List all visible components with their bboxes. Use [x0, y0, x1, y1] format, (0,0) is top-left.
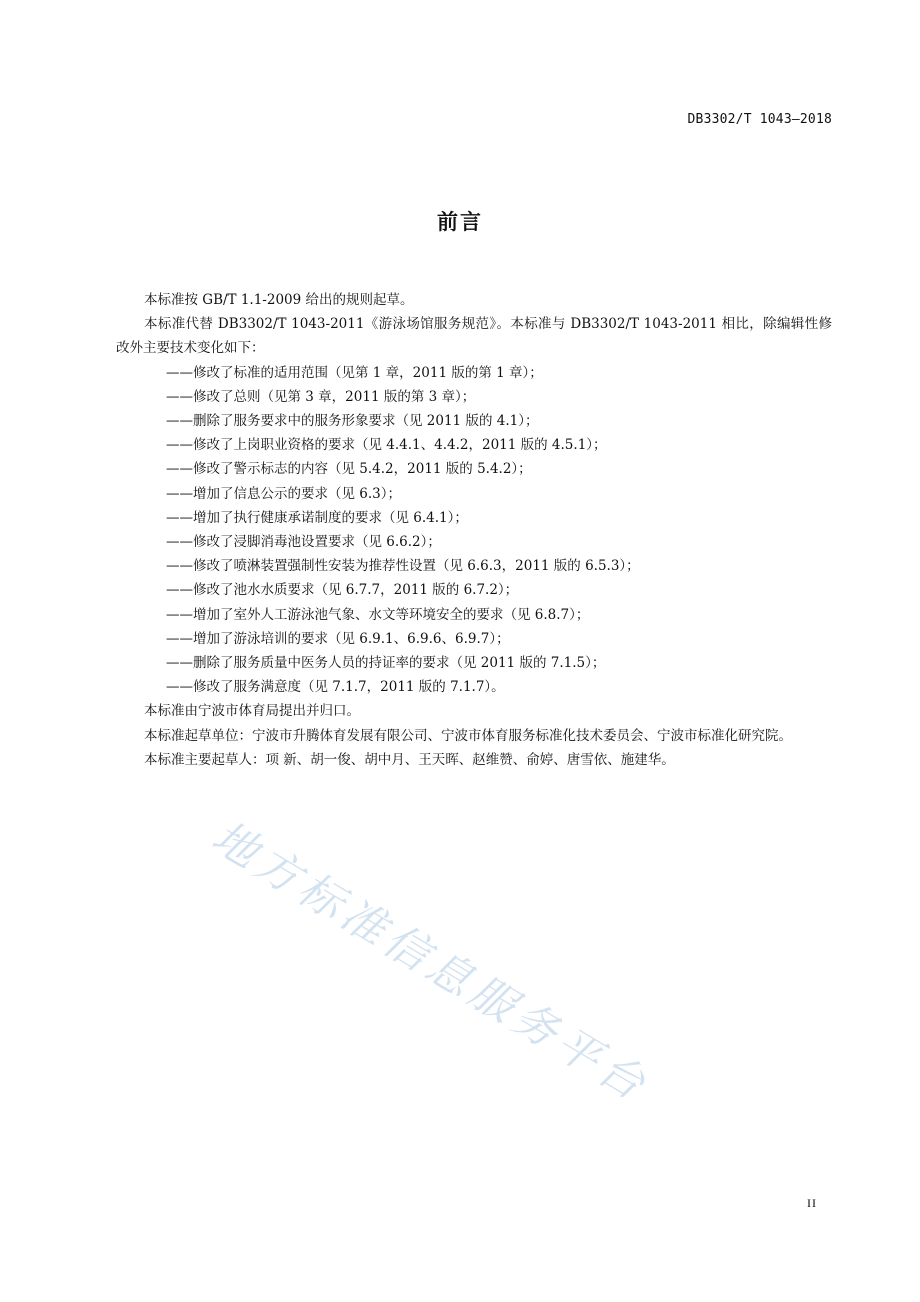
- list-item: ——修改了池水水质要求（见 6.7.7，2011 版的 6.7.2）；: [166, 582, 519, 599]
- list-item: ——增加了执行健康承诺制度的要求（见 6.4.1）；: [166, 509, 468, 526]
- standard-code: DB3302/T 1043—2018: [687, 112, 832, 127]
- paragraph-drafting-rules: 本标准按 GB/T 1.1-2009 给出的规则起草。: [144, 292, 414, 308]
- watermark: 地方标准信息服务平台: [203, 811, 658, 1113]
- paragraph-drafting-units: 本标准起草单位：宁波市升腾体育发展有限公司、宁波市体育服务标准化技术委员会、宁波市标准化研究院。: [144, 727, 792, 744]
- page-number: II: [807, 1196, 817, 1210]
- list-item: ——增加了室外人工游泳池气象、水文等环境安全的要求（见 6.8.7）；: [166, 606, 590, 623]
- list-item: ——修改了标准的适用范围（见第 1 章，2011 版的第 1 章）；: [166, 364, 543, 381]
- list-item: ——修改了上岗职业资格的要求（见 4.4.1、4.4.2，2011 版的 4.5.1）；: [166, 437, 607, 454]
- paragraph-replacement: 本标准代替 DB3302/T 1043-2011《游泳场馆服务规范》。本标准与 DB3302/T 1043-2011 相比，除编辑性修改外主要技术变化如下：: [116, 316, 832, 357]
- paragraph-drafters: 本标准主要起草人：项 新、胡一俊、胡中月、王天晖、赵维赞、俞婷、唐雪依、施建华。: [144, 751, 675, 768]
- list-item: ——增加了游泳培训的要求（见 6.9.1、6.9.6、6.9.7）；: [166, 630, 510, 647]
- page-title: 前言: [437, 210, 483, 234]
- list-item: ——修改了警示标志的内容（见 5.4.2，2011 版的 5.4.2）；: [166, 461, 532, 478]
- paragraph-proposer: 本标准由宁波市体育局提出并归口。: [144, 703, 360, 720]
- list-item: ——增加了信息公示的要求（见 6.3）；: [166, 485, 402, 502]
- list-item: ——删除了服务质量中医务人员的持证率的要求（见 2011 版的 7.1.5）；: [166, 655, 606, 672]
- changes-list: [116, 361, 832, 700]
- list-item: ——修改了喷淋装置强制性安装为推荐性设置（见 6.6.3，2011 版的 6.5.3）；: [166, 558, 640, 575]
- list-item: ——修改了浸脚消毒池设置要求（见 6.6.2）；: [166, 534, 441, 551]
- list-item: ——删除了服务要求中的服务形象要求（见 2011 版的 4.1）；: [166, 413, 539, 430]
- list-item: ——修改了总则（见第 3 章，2011 版的第 3 章）；: [166, 388, 476, 405]
- foreword-body: [116, 288, 832, 772]
- list-item: ——修改了服务满意度（见 7.1.7，2011 版的 7.1.7）。: [166, 679, 505, 696]
